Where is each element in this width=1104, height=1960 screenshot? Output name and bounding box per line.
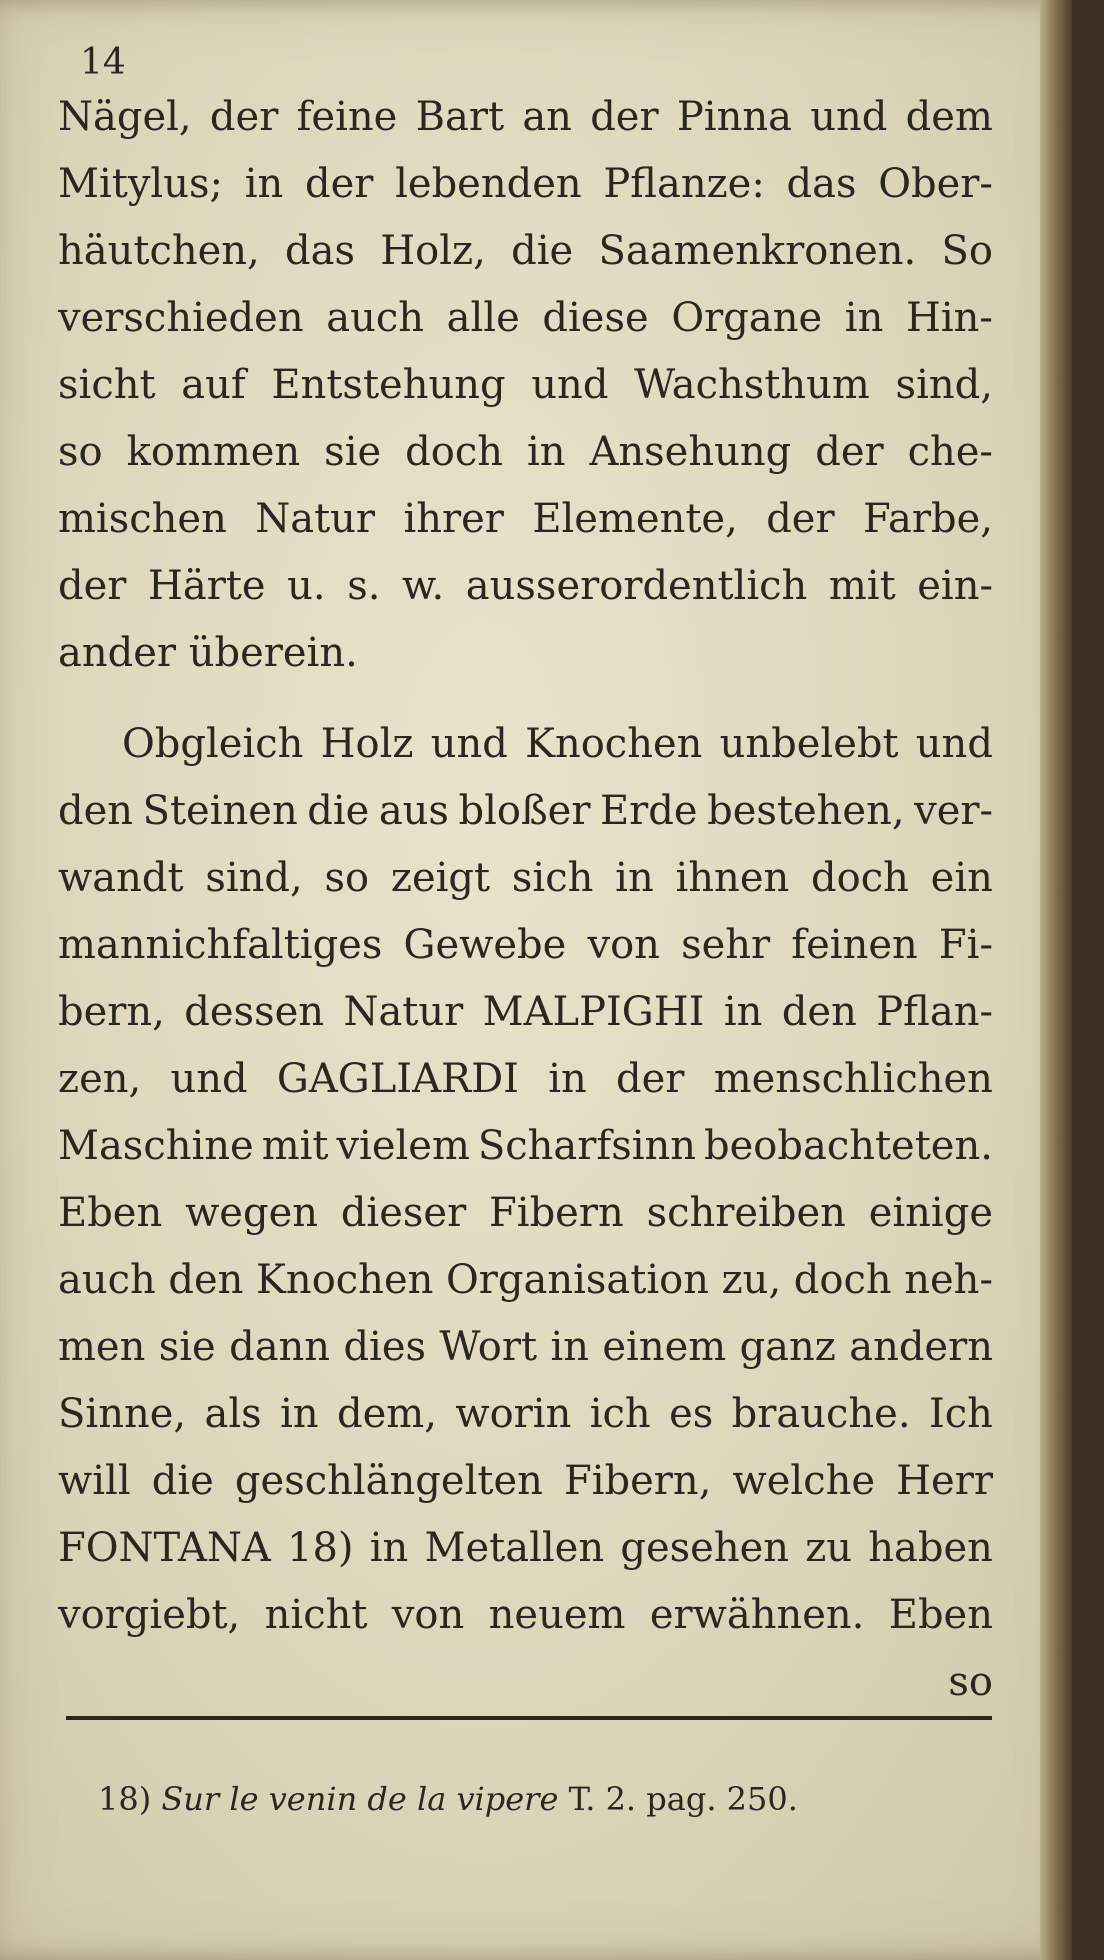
word: che- <box>907 429 993 475</box>
word: feinen <box>791 922 918 968</box>
word: doch <box>811 855 909 901</box>
text-line <box>58 1314 993 1381</box>
word: die <box>151 1458 214 1504</box>
word: dessen <box>184 989 325 1035</box>
word: den <box>781 989 857 1035</box>
word: zeigt <box>390 855 491 901</box>
paragraph-1 <box>58 84 993 687</box>
text-line <box>58 285 993 352</box>
word: andern <box>849 1324 993 1370</box>
word: Sinne, <box>58 1391 187 1437</box>
text-line <box>58 1515 993 1582</box>
word: dem, <box>337 1391 437 1437</box>
word: Eben <box>888 1592 993 1638</box>
word: und <box>810 94 888 140</box>
word: in <box>615 855 654 901</box>
word: Ich <box>928 1391 993 1437</box>
word: Saamenkronen. <box>598 228 917 274</box>
word: bloßer <box>458 788 591 834</box>
text-line <box>58 778 993 845</box>
text-line <box>58 419 993 486</box>
word: men <box>58 1324 146 1370</box>
word: dieser <box>340 1190 467 1236</box>
word: Natur <box>343 989 464 1035</box>
word: zu, <box>721 1257 782 1303</box>
word: ihrer <box>403 496 504 542</box>
word: und <box>915 721 993 767</box>
word: worin <box>455 1391 572 1437</box>
word: der <box>304 161 374 207</box>
paragraph-gap <box>58 687 993 711</box>
word: Elemente, <box>532 496 738 542</box>
word: erwähnen. <box>649 1592 865 1638</box>
word: Metallen <box>424 1525 605 1571</box>
word: bern, <box>58 989 165 1035</box>
word: mit <box>261 1123 329 1169</box>
text-line <box>58 553 993 620</box>
footnote-marker: 18) <box>98 1780 152 1818</box>
footnote-divider <box>66 1716 992 1720</box>
word: in <box>550 1324 590 1370</box>
footnote-reference: T. 2. pag. 250. <box>568 1780 798 1818</box>
word: geschlängelten <box>234 1458 543 1504</box>
word: Farbe, <box>863 496 993 542</box>
word: vorgiebt, <box>58 1592 241 1638</box>
text-line <box>58 711 993 778</box>
word: Pflanze: <box>603 161 765 207</box>
text-line <box>58 1046 993 1113</box>
text-line <box>58 84 993 151</box>
word: Ober- <box>878 161 993 207</box>
word: wegen <box>185 1190 319 1236</box>
word: Wort <box>439 1324 538 1370</box>
word: die <box>307 788 370 834</box>
word: Nägel, <box>58 94 192 140</box>
word: und <box>430 721 508 767</box>
word: Härte <box>147 563 266 609</box>
word: häutchen, <box>58 228 260 274</box>
text-line <box>58 218 993 285</box>
word: Scharfsinn <box>477 1123 697 1169</box>
word: in <box>526 429 566 475</box>
word: und <box>170 1056 248 1102</box>
word: von <box>587 922 660 968</box>
word: der <box>766 496 835 542</box>
text-line <box>58 1582 993 1649</box>
text-line <box>58 1180 993 1247</box>
word: brauche. <box>731 1391 911 1437</box>
word: Pinna <box>676 94 792 140</box>
word: in <box>844 295 884 341</box>
text-line <box>58 151 993 218</box>
word: Organe <box>671 295 823 341</box>
word: in <box>280 1391 319 1437</box>
word: alle <box>446 295 520 341</box>
word: ausserordentlich <box>465 563 808 609</box>
word: will <box>58 1458 131 1504</box>
word: Herr <box>896 1458 993 1504</box>
catchword: so <box>948 1659 993 1705</box>
word: welche <box>732 1458 876 1504</box>
word: mischen <box>58 496 227 542</box>
word: Maschine <box>58 1123 254 1169</box>
word: sind, <box>895 362 993 408</box>
word: Knochen <box>256 1257 434 1303</box>
word: Holz <box>320 721 414 767</box>
word: doch <box>793 1257 892 1303</box>
page-edge-shadow <box>1040 0 1072 1960</box>
word: in <box>244 161 284 207</box>
word: sich <box>511 855 594 901</box>
word: Entstehung <box>271 362 506 408</box>
text-line <box>58 1113 993 1180</box>
word: dem <box>905 94 993 140</box>
word: diese <box>542 295 649 341</box>
word: So <box>941 228 993 274</box>
word: der <box>590 94 659 140</box>
word: aus <box>378 788 449 834</box>
word: es <box>669 1391 714 1437</box>
word: ver- <box>914 788 993 834</box>
text-line <box>58 486 993 553</box>
word: w. <box>402 563 445 609</box>
word: MALPIGHI <box>482 989 705 1035</box>
word: Fibern, <box>563 1458 712 1504</box>
word: unbelebt <box>719 721 899 767</box>
word: Fibern <box>489 1190 624 1236</box>
word: mannichfaltiges <box>58 922 383 968</box>
word: der <box>616 1056 685 1102</box>
word: dies <box>343 1324 427 1370</box>
word: Obgleich <box>122 721 304 767</box>
word: neuem <box>488 1592 626 1638</box>
word: Mitylus; <box>58 161 223 207</box>
word: als <box>204 1391 262 1437</box>
word: Ansehung <box>589 429 792 475</box>
word: in <box>723 989 763 1035</box>
word: doch <box>405 429 503 475</box>
word: auf <box>181 362 246 408</box>
word: den <box>168 1257 244 1303</box>
body-text <box>58 84 993 1716</box>
word: dann <box>229 1324 331 1370</box>
word: feine <box>296 94 398 140</box>
word: auch <box>58 1257 156 1303</box>
word: so <box>324 855 370 901</box>
word: der <box>815 429 884 475</box>
word: einige <box>868 1190 993 1236</box>
word: sicht <box>58 362 156 408</box>
text-line <box>58 1247 993 1314</box>
text-line <box>58 352 993 419</box>
word: neh- <box>904 1257 993 1303</box>
word: zu <box>805 1525 853 1571</box>
word: wandt <box>58 855 184 901</box>
word: u. <box>287 563 326 609</box>
word: ein <box>930 855 993 901</box>
word: auch <box>326 295 425 341</box>
word: den <box>58 788 134 834</box>
word: Erde <box>599 788 698 834</box>
text-line <box>58 979 993 1046</box>
word: verschieden <box>58 295 304 341</box>
word: Pflan- <box>876 989 993 1035</box>
word: in <box>548 1056 587 1102</box>
word: Bart <box>415 94 505 140</box>
word: nicht <box>264 1592 368 1638</box>
word: schreiben <box>646 1190 846 1236</box>
word: Eben <box>58 1190 163 1236</box>
word: ich <box>589 1391 651 1437</box>
word: menschlichen <box>713 1056 993 1102</box>
word: Hin- <box>905 295 993 341</box>
word: Gewebe <box>403 922 567 968</box>
word: bestehen, <box>707 788 905 834</box>
word: von <box>391 1592 465 1638</box>
word: mit <box>828 563 896 609</box>
word: zen, <box>58 1056 142 1102</box>
word: FONTANA <box>58 1525 271 1571</box>
word: so <box>58 429 103 475</box>
word: sie <box>324 429 382 475</box>
word: das <box>285 228 356 274</box>
word: 18) <box>287 1525 354 1571</box>
word: der <box>58 563 127 609</box>
paragraph-2 <box>58 711 993 1649</box>
word: Organisation <box>445 1257 709 1303</box>
word: Holz, <box>380 228 486 274</box>
word: in <box>369 1525 409 1571</box>
word: GAGLIARDI <box>276 1056 519 1102</box>
word: Natur <box>255 496 376 542</box>
word: haben <box>868 1525 993 1571</box>
text-line <box>58 845 993 912</box>
word: sind, <box>205 855 303 901</box>
word: einem <box>602 1324 727 1370</box>
footnote-title: Sur le venin de la vipere <box>161 1780 559 1818</box>
word: und <box>531 362 609 408</box>
page-number: 14 <box>80 42 126 83</box>
text-line <box>58 1448 993 1515</box>
word: sie <box>158 1324 216 1370</box>
word: ein- <box>917 563 993 609</box>
word: vielem <box>336 1123 470 1169</box>
text-line <box>58 912 993 979</box>
word: lebenden <box>395 161 582 207</box>
word: ihnen <box>675 855 790 901</box>
word: der <box>209 94 279 140</box>
word: ganz <box>739 1324 836 1370</box>
footnote <box>98 1780 798 1818</box>
word: kommen <box>126 429 301 475</box>
word: Steinen <box>142 788 298 834</box>
text-line <box>58 1381 993 1448</box>
word: beobachteten. <box>704 1123 993 1169</box>
word: die <box>511 228 574 274</box>
word: gesehen <box>620 1525 790 1571</box>
word: Knochen <box>525 721 703 767</box>
word: das <box>786 161 857 207</box>
word: Wachsthum <box>634 362 870 408</box>
word: s. <box>347 563 381 609</box>
text-line: ander überein. <box>58 630 358 676</box>
word: an <box>522 94 572 140</box>
word: sehr <box>681 922 771 968</box>
word: Fi- <box>938 922 993 968</box>
